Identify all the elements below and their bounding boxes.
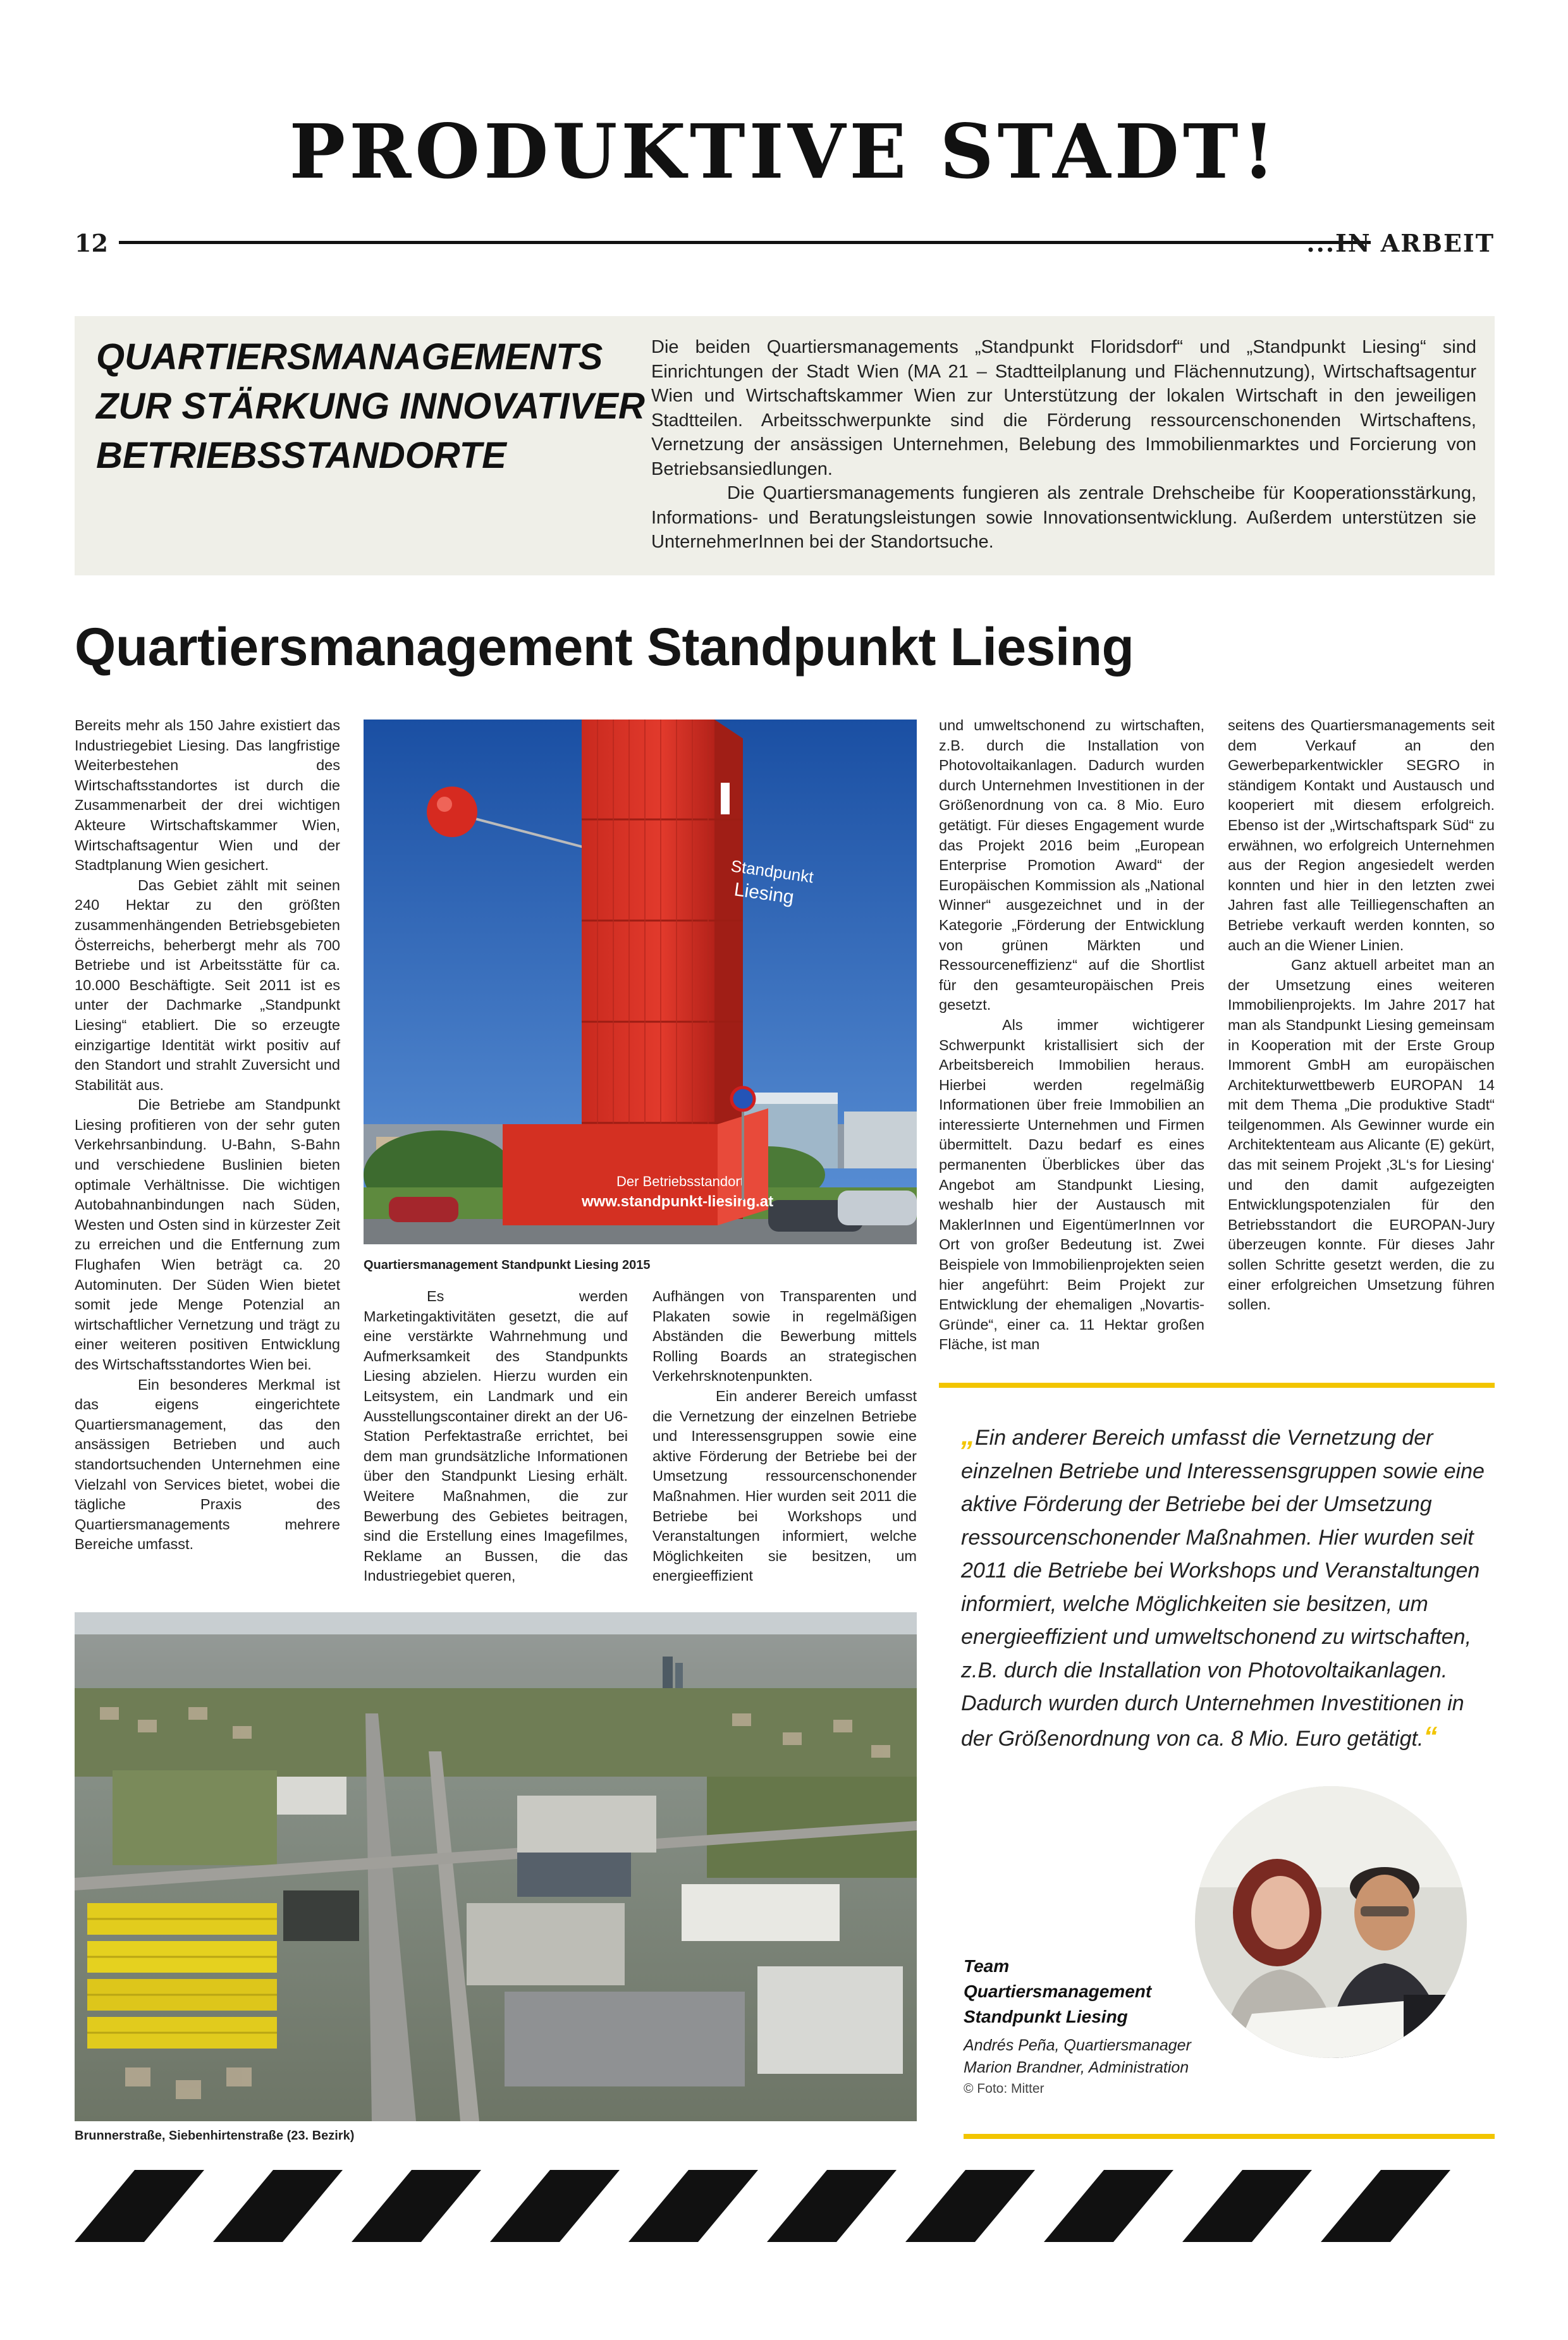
body-paragraph: Es werden Marketingaktivitäten gesetzt, die auf eine verstärkte Wahrnehmung und Aufmerksamkeit des Standpunkts Liesing abzielen. Hierzu wurden ein Leitsystem, ein Landmark und ein Ausstellungscontainer direkt an der U6-Station Perfektastraße errichtet, bei dem man grundsätzliche Informationen über den Standpunkt Liesing erhält. Weitere Maßnahmen, die zur Bewerbung des Gebietes beitragen, sind die Erstellung eines Imagefilmes, Reklame an Bussen, die das Industriegebiet queren, xyxy=(364,1288,628,1584)
team-title-line: Team xyxy=(964,1956,1010,1976)
intro-paragraph: Die beiden Quartiersmanagements „Standpunkt Floridsdorf“ und „Standpunkt Liesing“ sind Einrichtungen der Stadt Wien (MA 21 – Stadtteilplanung und Flächennutzung), Wirtschaftsagentur Wien und Wirtschaftskammer Wien zur Unterstützung der lokalen Wirtschaft in den jeweiligen Stadtteilen. Arbeitsschwerpunkte sind die Förderung ressourcenschonenden Wirtschaftens, Vernetzung der ansässigen Unternehmen, Belebung des Immobilienmarktes und Forcierung von Betriebsansiedlungen. xyxy=(651,337,1476,479)
container-banner-line1: Der Betriebsstandort xyxy=(616,1173,744,1189)
aerial-photo xyxy=(75,1612,917,2121)
article-column-1 xyxy=(75,716,340,1555)
container-tower-photo xyxy=(364,720,917,1244)
article-column-2 xyxy=(364,1287,628,1586)
page-number: 12 xyxy=(75,229,108,257)
body-paragraph: Ein anderer Bereich umfasst die Vernetzung der einzelnen Betriebe und Interessensgruppen sowie eine aktive Förderung der Betriebe bei der Umsetzung ressourcenschonender Maßnahmen. Hier wurden seit 2011 die Betriebe bei Workshops und Veranstaltungen informiert, welche Möglichkeiten sie besitzen, um energieeffizient xyxy=(652,1387,917,1584)
masthead-divider xyxy=(119,241,1371,244)
body-paragraph: Die Betriebe am Standpunkt Liesing profitieren von der sehr guten Verkehrsanbindung. U-Bahn, S-Bahn und verschiedene Buslinien bieten optimale Verhältnisse. Die wichtigen Autobahnanbindungen nach Süden, Westen und Osten sind in kürzester Zeit zu erreichen und die Entfernung zum Flughafen Wien beträgt ca. 20 Autominuten. Der Süden Wien bietet somit jede Menge Potenzial an wirtschaftlicher Vernetzung und trägt zu einer weiteren positiven Entwicklung des Wirtschaftsstandortes Wien bei. xyxy=(75,1096,340,1373)
body-paragraph: seitens des Quartiersmanagements seit dem Verkauf an den Gewerbeparkentwickler SEGRO in ständigem Kontakt und Austausch und kooperiert mit diesem erfolgreich. Ebenso ist der „Wirtschaftspark Süd“ zu erwähnen, wo erfolgreich Unternehmen aus der Region angesiedelt werden konnten und hier in den letzten zwei Jahren fast alle Teilliegenschaften an Betriebe verkauft werden konnten, so auch an die Wiener Linien. xyxy=(1228,717,1495,953)
body-paragraph: Das Gebiet zählt mit seinen 240 Hektar zu den größten zusammenhängenden Betriebsgebieten Österreichs, beherbergt mehr als 700 Betriebe und ist Arbeitsstätte für ca. 10.000 Beschäftigte. Seit 2011 ist es unter der Dachmarke „Standpunkt Liesing“ etabliert. Die so erzeugte einzigartige Identität wirkt positiv auf den Standort und strahlt Zuversicht und Stabilität aus. xyxy=(75,876,340,1093)
container-sign-bottom: Liesing xyxy=(733,879,795,909)
team-members xyxy=(964,2035,1191,2079)
masthead-rule-row xyxy=(75,229,1495,257)
team-title-line: Standpunkt Liesing xyxy=(964,2007,1128,2026)
team-photo xyxy=(1195,1786,1467,2058)
body-paragraph: Ein besonderes Merkmal ist das eigens eingerichtete Quartiersmanagement, das den ansässigen Betrieben und auch standortsuchenden Unternehmen eine Vielzahl von Services bietet, wobei die tägliche Praxis des Quartiersmanagements mehrere Bereiche umfasst. xyxy=(75,1376,340,1553)
article-column-4 xyxy=(939,716,1204,1355)
team-title-line: Quartiersmanagement xyxy=(964,1982,1152,2001)
quote-text: Ein anderer Bereich umfasst die Vernetzung der einzelnen Betriebe und Interessensgruppen sowie eine aktive Förderung der Betriebe bei der Umsetzung ressourcenschonender Maßnahmen. Hier wurden seit 2011 die Betriebe bei Workshops und Veranstaltungen informiert, welche Möglichkeiten sie besitzen, um energieeffizient und umweltschonend zu wirtschaften, z.B. durch die Installation von Photovoltaikanlagen. Dadurch wurden durch Unternehmen Investitionen in der Größenordnung von ca. 8 Mio. Euro getätigt. xyxy=(961,1426,1485,1751)
masthead-title: PRODUKTIVE STADT! xyxy=(289,107,1279,195)
article-column-3 xyxy=(652,1287,917,1586)
team-member: Andrés Peña, Quartiersmanager xyxy=(964,2037,1191,2054)
section-label: ...IN ARBEIT xyxy=(1306,229,1495,257)
body-paragraph: Aufhängen von Transparenten und Plakaten sowie in regelmäßigen Abständen die Bewerbung mittels Rolling Boards an strategischen Verkehrsknotenpunkten. xyxy=(652,1288,917,1385)
hazard-stripe-band xyxy=(75,2170,1495,2242)
article-column-5 xyxy=(1228,716,1495,1315)
pull-quote xyxy=(961,1419,1492,1755)
intro-paragraph: Die Quartiersmanagements fungieren als zentrale Drehscheibe für Kooperationsstärkung, Informations- und Beratungsleistungen sowie Innovationsentwicklung. Außerdem unterstützen sie UnternehmerInnen bei der Standortsuche. xyxy=(651,483,1476,552)
container-banner-line2: www.standpunkt-liesing.at xyxy=(582,1193,774,1210)
container-sign-top: Standpunkt xyxy=(730,856,815,887)
team-member: Marion Brandner, Administration xyxy=(964,2059,1189,2076)
intro-box xyxy=(75,316,1495,575)
body-paragraph: Ganz aktuell arbeitet man an der Umsetzung eines weiteren Immobilienprojekts. Im Jahre 2017 hat man als Standpunkt Liesing gemeinsam in Kooperation mit der Erste Group Immorent GmbH am europäischen Architekturwettbewerb EUROPAN 14 mit dem Thema „Die produktive Stadt“ teilgenommen. Als Gewinner wurde ein Architektenteam aus Alicante (E) gekürt, das mit seinem Projekt ‚3L‘s for Liesing‘ und den damit aufgezeigten Entwicklungspotenzialen für den Betriebsstandort die EUROPAN-Jury überzeugen konnte. Für dieses Jahr sollen Schritte gesetzt werden, die zu einer erfolgreichen Umsetzung führen sollen. xyxy=(1228,957,1495,1313)
article-headline: Quartiersmanagement Standpunkt Liesing xyxy=(75,617,1134,677)
body-paragraph: Bereits mehr als 150 Jahre existiert das Industriegebiet Liesing. Das langfristige Weiterbestehen des Wirtschaftsstandortes ist durch die Zusammenarbeit der drei wichtigen Akteure Wirtschaftskammer Wien, Wirtschaftsagentur Wien und der Stadtplanung Wien gesichert. xyxy=(75,717,340,874)
quote-open-mark: „ xyxy=(961,1420,975,1451)
team-bottom-rule xyxy=(964,2134,1495,2139)
container-photo-caption: Quartiersmanagement Standpunkt Liesing 2015 xyxy=(364,1258,651,1272)
photo-credit: © Foto: Mitter xyxy=(964,2081,1044,2096)
quote-top-rule xyxy=(939,1383,1495,1388)
quote-close-mark: “ xyxy=(1423,1720,1438,1752)
intro-text xyxy=(651,335,1476,554)
team-title xyxy=(964,1954,1151,2030)
aerial-photo-caption: Brunnerstraße, Siebenhirtenstraße (23. Bezirk) xyxy=(75,2129,355,2143)
body-paragraph: Als immer wichtigerer Schwerpunkt kristallisiert sich der Arbeitsbereich Immobilien heraus. Hierbei werden regelmäßig Informationen über freie Immobilien an interessierte Unternehmen und Firmen übermittelt. Dazu bedarf es eines permanenten Überblickes über das Angebot am Standpunkt Liesing, weshalb hier der Austausch mit MaklerInnen und EigentümerInnen vor Ort von großer Bedeutung ist. Zwei Beispiele von Immobilienprojekten seien hier angeführt: Beim Projekt zur Entwicklung der ehemaligen „Novartis-Gründe“, einer ca. 11 Hektar großen Fläche, ist man xyxy=(939,1016,1204,1353)
intro-title: QUARTIERSMANAGEMENTS ZUR STÄRKUNG INNOVATIVER BETRIEBSSTANDORTE xyxy=(96,336,645,476)
body-paragraph: und umweltschonend zu wirtschaften, z.B. durch die Installation von Photovoltaikanlagen. Dadurch wurden durch Unternehmen Investitionen in der Größenordnung von ca. 8 Mio. Euro getätigt. Für dieses Engagement wurde das Projekt 2016 beim „European Enterprise Promotion Award“ der Europäischen Kommission als „National Winner“ ausgezeichnet und in der Kategorie „Förderung der Entwicklung von grünen Märkten und Ressourceneffizienz“ auf die Shortlist für den gesamteuropäischen Preis gesetzt. xyxy=(939,717,1204,1014)
